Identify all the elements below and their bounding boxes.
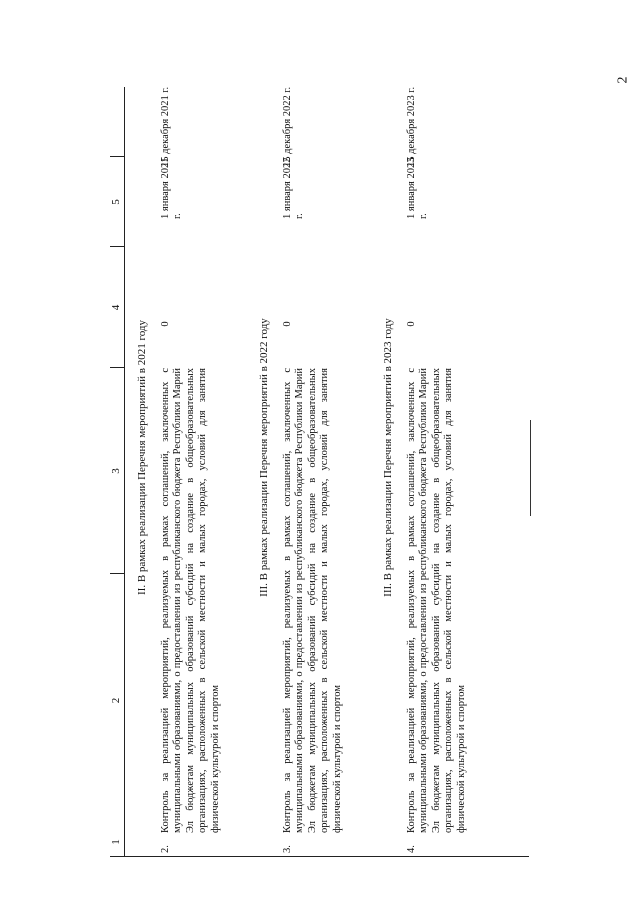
- rotated-document: [110, 0, 529, 857]
- row-value: 0: [406, 321, 417, 327]
- row-number: 4.: [406, 845, 417, 853]
- row-description: Контроль за реализацией мероприятий, реализуемых в рамках соглашений, заключенных с муниципальными образованиями, о предоставлении из республиканского бюджета Республики Марий Эл бюджетам муниципальных образований субсидий на создание в общеобразовательных организациях, расположенных в сельской местности и малых городах, условий для занятия физической культурой и спортом: [406, 368, 467, 833]
- row-start-date: 1 января 2022 г.: [282, 157, 306, 219]
- row-number: 2.: [160, 845, 171, 853]
- page-number: 2: [615, 76, 631, 84]
- row-end-date: 15 декабря 2021 г.: [160, 86, 171, 167]
- activities-table: [110, 87, 529, 857]
- signature-divider: [530, 420, 531, 516]
- row-number: 3.: [282, 845, 293, 853]
- header-bottom-line: [124, 87, 125, 857]
- table-left-border: [110, 856, 529, 857]
- row-value: 0: [160, 321, 171, 327]
- column-header-1: 1: [110, 839, 122, 845]
- column-header-3: 3: [110, 468, 122, 474]
- column-header-2: 2: [110, 697, 122, 704]
- row-start-date: 1 января 2023 г.: [406, 157, 430, 219]
- row-end-date: 15 декабря 2023 г.: [406, 86, 417, 167]
- row-end-date: 15 декабря 2022 г.: [282, 86, 293, 167]
- section-heading-2021: II. В рамках реализации Перечня мероприятий в 2021 году: [136, 320, 148, 595]
- column-header-4: 4: [110, 304, 122, 311]
- row-value: 0: [282, 321, 293, 327]
- row-description: Контроль за реализацией мероприятий, реализуемых в рамках соглашений, заключенных с муниципальными образованиями, о предоставлении из республиканского бюджета Республики Марий Эл бюджетам муниципальных образований субсидий на создание в общеобразовательных организациях, расположенных в сельской местности и малых городах, условий для занятия физической культурой и спортом: [160, 368, 221, 833]
- section-heading-2022: III. В рамках реализации Перечня мероприятий в 2022 году: [258, 318, 270, 597]
- section-heading-2023: III. В рамках реализации Перечня мероприятий в 2023 году: [382, 318, 394, 597]
- row-description: Контроль за реализацией мероприятий, реализуемых в рамках соглашений, заключенных с муниципальными образованиями, о предоставлении из республиканского бюджета Республики Марий Эл бюджетам муниципальных образований субсидий на создание в общеобразовательных организациях, расположенных в сельской местности и малых городах, условий для занятия физической культурой и спортом: [282, 368, 343, 833]
- row-start-date: 1 января 2021 г.: [160, 157, 184, 219]
- column-header-5: 5: [110, 199, 122, 205]
